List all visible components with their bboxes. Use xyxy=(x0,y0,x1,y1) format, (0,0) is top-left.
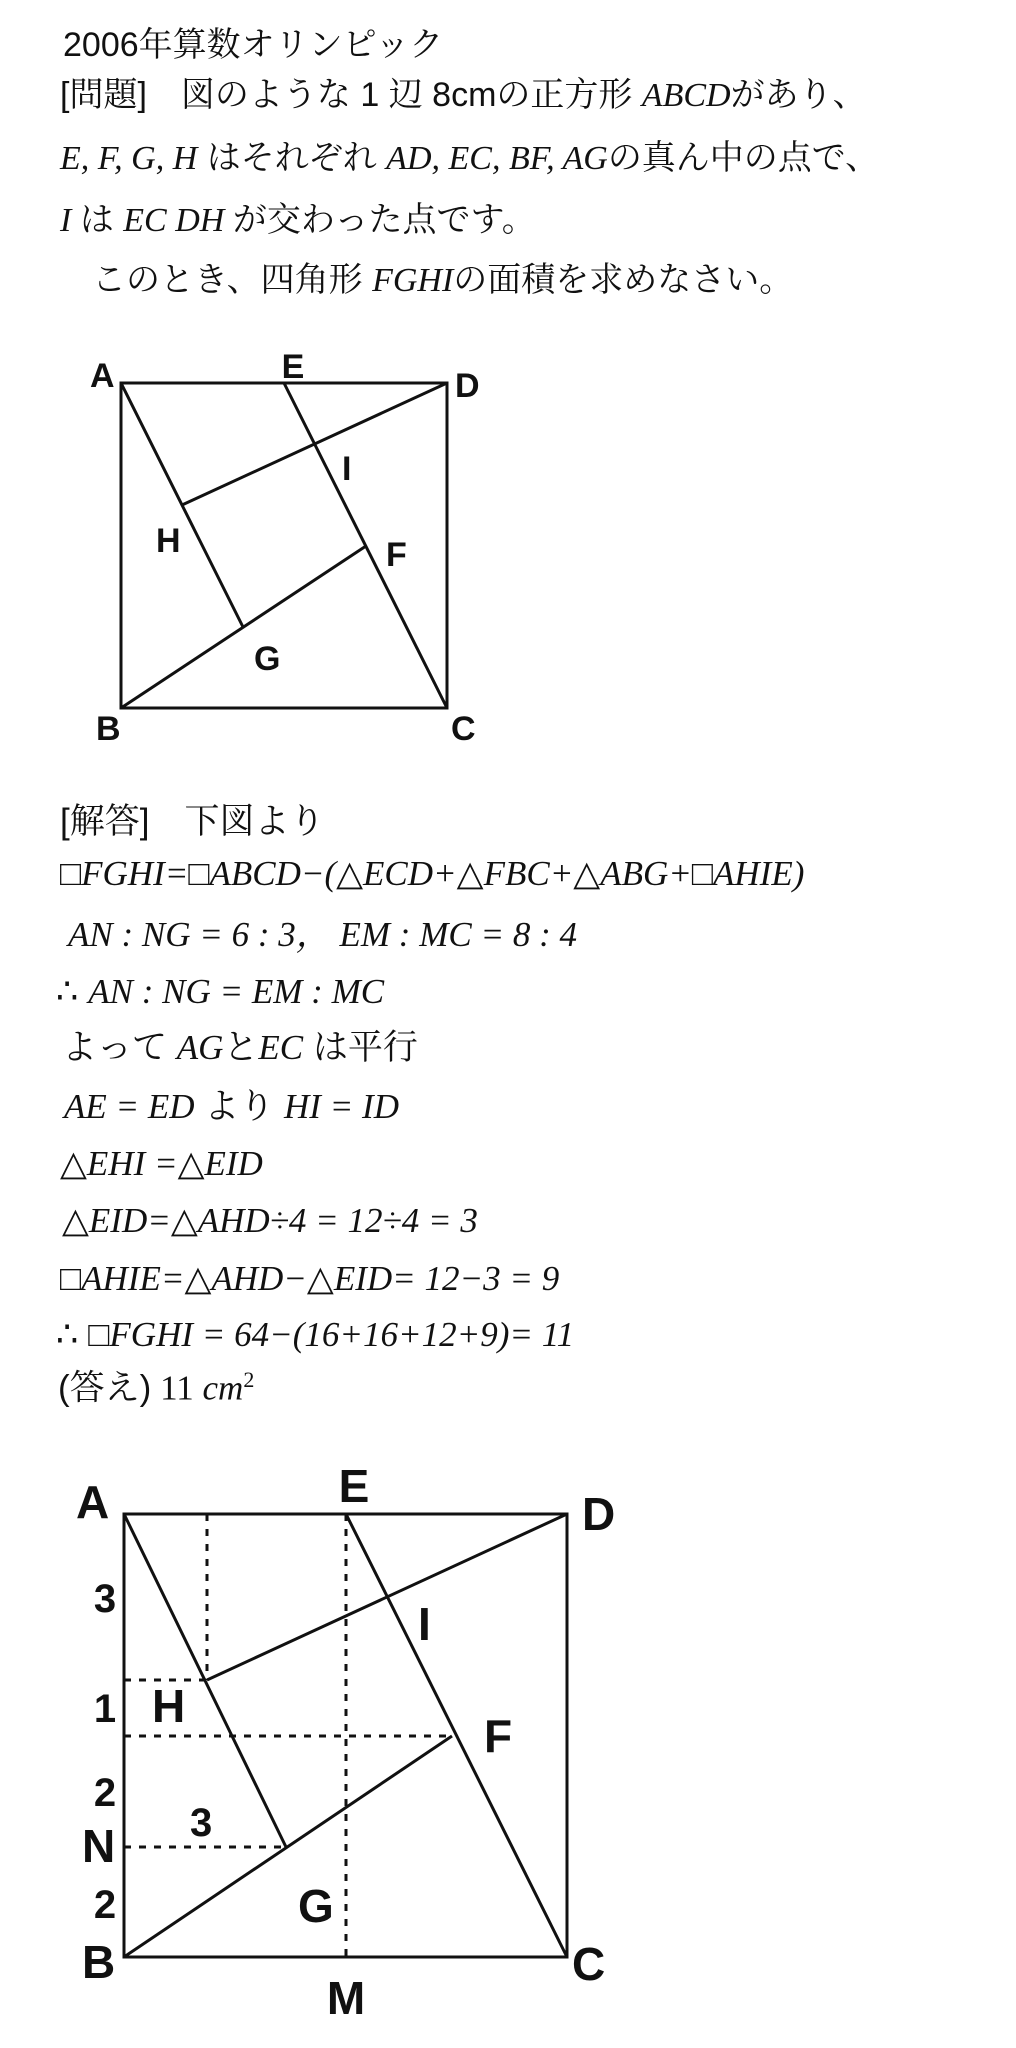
problem-tag: [問題] xyxy=(60,76,147,114)
dim-2-lower: 2 xyxy=(93,1883,117,1927)
problem-line-4: このとき、四角形 FGHIの面積を求めなさい。 xyxy=(92,261,794,299)
problem-line-2: E, F, G, H はそれぞれ AD, EC, BF, AGの真ん中の点で、 xyxy=(60,139,880,177)
problem-line-1: [問題] 図のような 1 辺 8cmの正方形 ABCDがあり、 xyxy=(60,76,867,114)
label-E: E xyxy=(281,348,305,386)
label-F: F xyxy=(386,536,407,574)
solution-eq-4: よって AGとEC は平行 xyxy=(62,1028,418,1067)
label-H: H xyxy=(152,1680,186,1732)
page-title: 2006年算数オリンピック xyxy=(63,26,444,64)
label-G: G xyxy=(254,640,281,678)
label-H: H xyxy=(156,522,181,560)
solution-eq-9: ∴ □FGHI = 64−(16+16+12+9)= 11 xyxy=(56,1315,575,1354)
dim-AN-3: 3 xyxy=(93,1577,117,1621)
solution-eq-8: □AHIE=△AHD−△EID= 12−3 = 9 xyxy=(60,1259,560,1298)
solution-tag: [解答] xyxy=(60,802,150,841)
label-M: M xyxy=(326,1972,366,2024)
solution-eq-2: AN : NG = 6 : 3， EM : MC = 8 : 4 xyxy=(68,915,577,954)
label-B: B xyxy=(96,710,121,748)
solution-eq-1: □FGHI=□ABCD−(△ECD+△FBC+△ABG+□AHIE) xyxy=(60,854,805,893)
label-B: B xyxy=(82,1936,116,1988)
solution-eq-6: △EHI =△EID xyxy=(60,1144,263,1183)
label-D: D xyxy=(455,367,480,405)
solution-eq-7: △EID=△AHD÷4 = 12÷4 = 3 xyxy=(62,1201,478,1240)
label-F: F xyxy=(484,1710,513,1762)
label-N: N xyxy=(82,1820,116,1872)
label-D: D xyxy=(582,1488,616,1540)
label-I: I xyxy=(342,450,352,488)
dim-NG-3: 3 xyxy=(190,1801,213,1845)
line-DH xyxy=(182,383,447,505)
dim-1: 1 xyxy=(93,1687,117,1731)
figure-solution-diagram xyxy=(60,1440,700,2048)
solution-eq-3: ∴ AN : NG = EM : MC xyxy=(56,972,385,1011)
label-C: C xyxy=(572,1938,606,1990)
label-G: G xyxy=(298,1880,334,1932)
figure-problem-diagram xyxy=(60,340,512,754)
line-DH xyxy=(207,1514,567,1680)
label-C: C xyxy=(451,710,476,748)
label-A: A xyxy=(76,1476,110,1528)
label-A: A xyxy=(90,357,115,395)
label-I: I xyxy=(418,1598,431,1650)
solution-header: [解答] 下図より xyxy=(60,802,325,841)
dim-2-upper: 2 xyxy=(93,1771,117,1815)
solution-answer: (答え) 11 $cm^2$ xyxy=(58,1367,255,1408)
solution-eq-5: AE = ED より HI = ID xyxy=(64,1087,399,1126)
line-BF xyxy=(121,546,366,708)
problem-line-3: I は EC DH が交わった点です。 xyxy=(60,201,536,239)
label-E: E xyxy=(338,1460,370,1512)
